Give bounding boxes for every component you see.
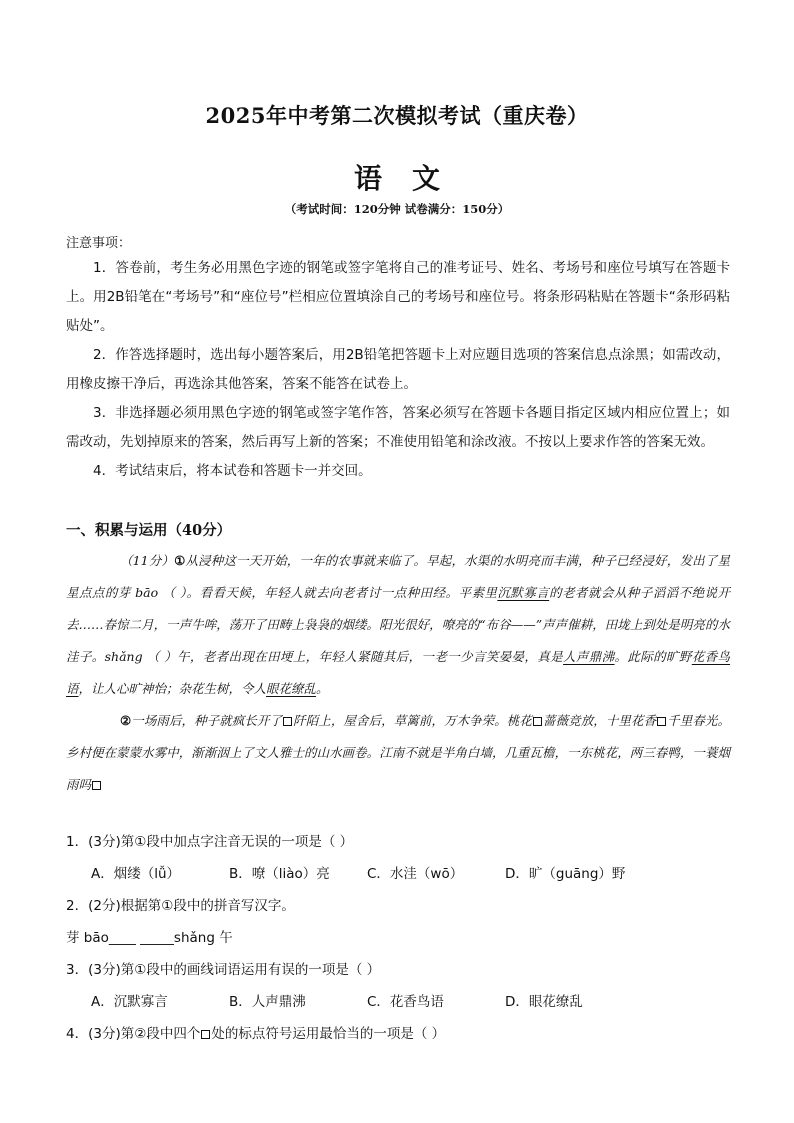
underlined-phrase: 花香鸟语 xyxy=(66,649,730,696)
option-b: B．人声鼎沸 xyxy=(229,994,306,1010)
punctuation-box-icon xyxy=(533,717,542,726)
question-stem: 3．(3分)第①段中的画线词语运用有误的一项是（ ） xyxy=(66,962,381,978)
question-stem-text: 4．(3分)第②段中四个 xyxy=(66,1026,201,1042)
notice-item: 4．考试结束后，将本试卷和答题卡一并交回。 xyxy=(93,463,372,479)
passage-text: 蔷薇竞放，十里花香 xyxy=(542,713,657,728)
passage-text: 一场雨后，种子就疯长开了 xyxy=(131,713,283,728)
passage-paragraph-2 xyxy=(66,705,730,801)
question-stem xyxy=(66,1018,730,1050)
paragraph-score: （11分） xyxy=(120,553,175,568)
passage-text: 阡陌上，屋舍后，草篱前，万木争荣。桃花 xyxy=(293,713,532,728)
underlined-phrase: 人声鼎沸 xyxy=(563,649,615,664)
answer-line: 芽 bāo____ _____shǎng 午 xyxy=(66,930,233,946)
option-c: C．花香鸟语 xyxy=(367,994,444,1010)
option-b: B．嘹（liào）亮 xyxy=(229,866,330,882)
paragraph-number: ② xyxy=(120,713,132,728)
punctuation-box-icon xyxy=(657,717,666,726)
section-heading: 一、积累与运用（40分） xyxy=(66,522,232,539)
notice-item: 2．作答选择题时，选出每小题答案后，用2B铅笔把答题卡上对应题目选项的答案信息点涂黑；如需改动，用橡皮擦干净后，再选涂其他答案，答案不能答在试卷上。 xyxy=(66,347,730,392)
passage-paragraph-1 xyxy=(66,545,730,705)
notice-list xyxy=(66,254,730,486)
punctuation-box-icon xyxy=(283,717,292,726)
passage-text: 。此际的旷野 xyxy=(614,649,692,664)
notice-item: 3．非选择题必须用黑色字迹的钢笔或签字笔作答，答案必须写在答题卡各题目指定区域内相应位置上；如需改动，先划掉原来的答案，然后再写上新的答案；不准使用铅笔和涂改液。不按以上要求作答的答案无效。 xyxy=(66,405,730,450)
subject-title: 语文 xyxy=(353,162,470,195)
passage-text: 。 xyxy=(316,681,329,696)
passage-text: ，让人心旷神怡；杂花生树，令人 xyxy=(78,681,267,696)
passage-text: 的老者就会从种子滔滔不绝说开去……春惊二月，一声牛哞，荡开了田畴上袅袅的烟缕。阳光很好，嘹亮的“布谷——”声声催耕，田垅上到处是明亮的水洼子。shǎng （ ）午，老者出现在田埂上，年轻人紧随其后，一老一少言笑晏晏，真是 xyxy=(66,585,730,664)
option-c: C．水洼（wō） xyxy=(367,866,464,882)
question-list xyxy=(66,826,730,1050)
exam-info: （考试时间：120分钟 试卷满分：150分） xyxy=(284,202,510,216)
option-a: A．沉默寡言 xyxy=(91,994,168,1010)
question-stem: 1．(3分)第①段中加点字注音无误的一项是（ ） xyxy=(66,834,354,850)
punctuation-box-icon xyxy=(92,781,101,790)
option-d: D．眼花缭乱 xyxy=(505,994,583,1010)
question-stem-text: 处的标点符号运用最恰当的一项是（ ） xyxy=(211,1026,446,1042)
underlined-phrase: 眼花缭乱 xyxy=(266,681,317,696)
passage-text: 千里春光。乡村便在蒙蒙水雾中，渐渐洇上了文人雅士的山水画卷。江南不就是半角白墙，几重瓦檐，一东桃花，两三春鸭，一蓑烟雨吗 xyxy=(66,713,730,792)
question-stem: 2．(2分)根据第①段中的拼音写汉字。 xyxy=(66,898,295,914)
notice-item: 1．答卷前，考生务必用黑色字迹的钢笔或签字笔将自己的准考证号、姓名、考场号和座位号填写在答题卡上。用2B铅笔在“考场号”和“座位号”栏相应位置填涂自己的考场号和座位号。将条形码粘贴在答题卡“条形码粘贴处”。 xyxy=(66,260,730,334)
reading-passage xyxy=(66,545,730,801)
option-row xyxy=(66,986,730,1018)
underlined-phrase: 沉默寡言 xyxy=(497,585,550,600)
passage-text: 从浸种这一天开始，一年的农事就来临了。早起，水渠的水明亮而丰满，种子已经浸好，发出了星星点点的芽 bāo （ ）。看看天候，年轻人就去向老者讨一点种田经。平素里 xyxy=(66,553,730,600)
option-d: D．旷（guāng）野 xyxy=(505,866,626,882)
notice-heading: 注意事项： xyxy=(66,236,132,251)
page-title: 2025年中考第二次模拟考试（重庆卷） xyxy=(205,103,589,128)
paragraph-number: ① xyxy=(174,553,186,568)
option-row xyxy=(66,858,730,890)
option-a: A．烟缕（lǚ） xyxy=(91,866,181,882)
punctuation-box-icon xyxy=(201,1030,210,1039)
